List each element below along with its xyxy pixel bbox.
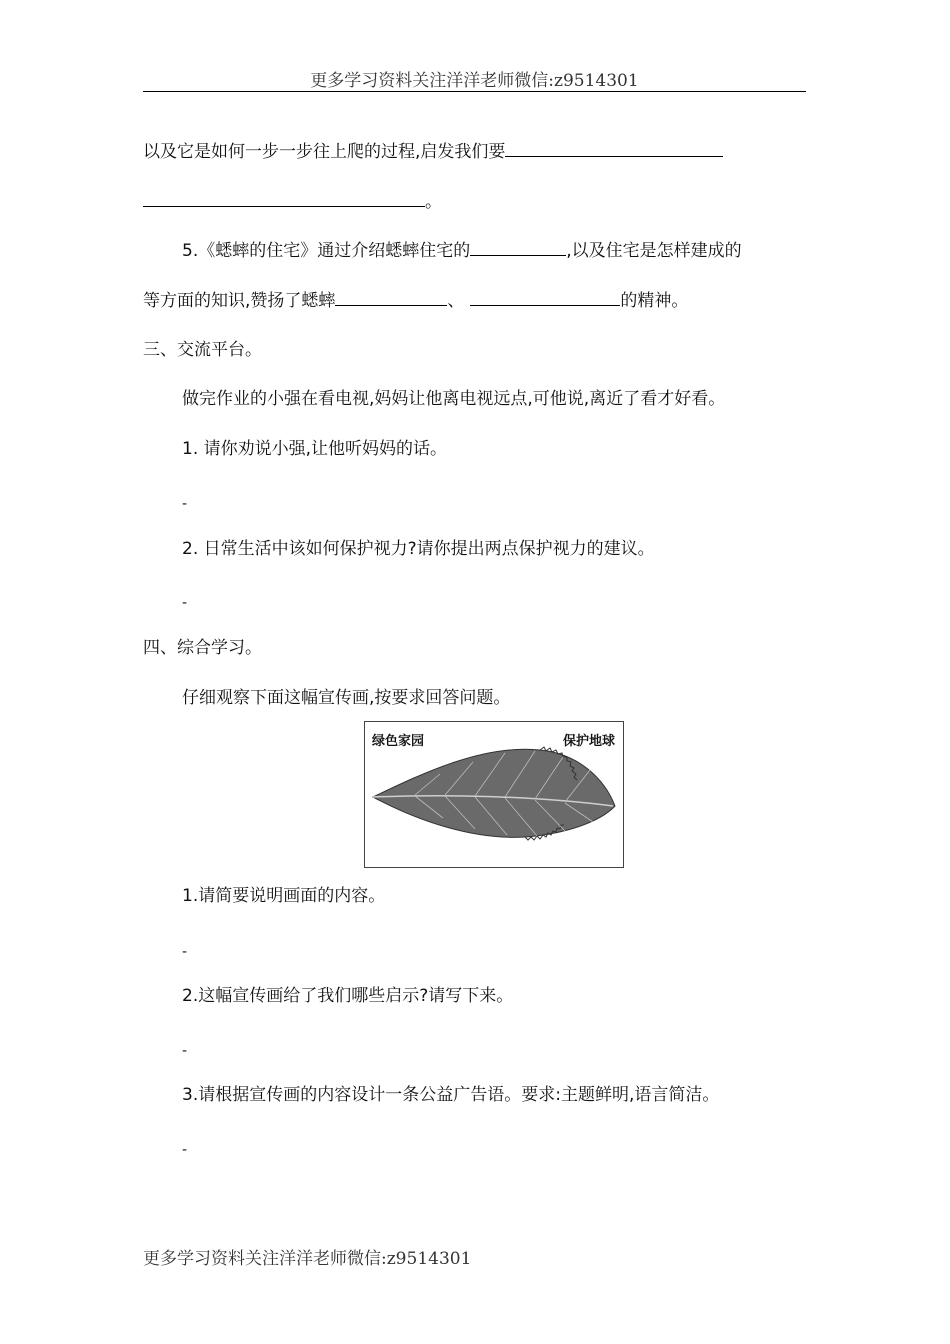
answer-line[interactable]: - — [182, 944, 188, 960]
text-line-1 — [143, 139, 723, 164]
question-5-text-b: ,以及住宅是怎样建成的 — [566, 241, 742, 261]
poster-image — [364, 721, 624, 868]
question-5-text-a: 5.《蟋蟀的住宅》通过介绍蟋蟀住宅的 — [182, 241, 471, 261]
section-3-question-1: 1. 请你劝说小强,让他听妈妈的话。 — [182, 439, 448, 459]
page-header: 更多学习资料关注洋洋老师微信:z9514301 — [310, 71, 639, 91]
section-3-title: 三、交流平台。 — [143, 340, 262, 360]
header-divider — [143, 91, 806, 92]
question-5-sep: 、 — [447, 291, 465, 311]
text-line-2 — [143, 189, 442, 214]
section-3-intro: 做完作业的小强在看电视,妈妈让他离电视远点,可他说,离近了看才好看。 — [182, 389, 726, 409]
poster-right-text: 保护地球 — [562, 734, 615, 749]
answer-line[interactable]: - — [182, 1142, 188, 1158]
answer-blank[interactable] — [335, 288, 447, 306]
answer-line[interactable]: - — [182, 1043, 188, 1059]
answer-line[interactable]: - — [182, 595, 188, 611]
answer-line[interactable]: - — [182, 496, 188, 512]
answer-blank[interactable] — [470, 288, 620, 306]
question-5-line-1 — [182, 238, 742, 263]
question-5-text-c: 等方面的知识,赞扬了蟋蟀 — [143, 291, 336, 311]
answer-blank[interactable] — [470, 238, 566, 256]
leaf-illustration — [365, 722, 623, 867]
section-4-title: 四、综合学习。 — [143, 638, 262, 658]
section-4-question-3: 3.请根据宣传画的内容设计一条公益广告语。要求:主题鲜明,语言简洁。 — [182, 1085, 720, 1105]
section-4-intro: 仔细观察下面这幅宣传画,按要求回答问题。 — [182, 688, 511, 708]
question-5-text-d: 的精神。 — [620, 291, 689, 311]
section-3-question-2: 2. 日常生活中该如何保护视力?请你提出两点保护视力的建议。 — [182, 539, 655, 559]
section-4-question-1: 1.请简要说明画面的内容。 — [182, 886, 386, 906]
answer-blank[interactable] — [143, 189, 425, 207]
question-5-line-2 — [143, 288, 688, 313]
poster-left-text: 绿色家园 — [372, 734, 425, 749]
line-1-text: 以及它是如何一步一步往上爬的过程,启发我们要 — [143, 142, 506, 162]
answer-blank[interactable] — [505, 139, 723, 157]
page-footer: 更多学习资料关注洋洋老师微信:z9514301 — [143, 1249, 472, 1269]
line-2-end: 。 — [425, 192, 442, 212]
section-4-question-2: 2.这幅宣传画给了我们哪些启示?请写下来。 — [182, 986, 514, 1006]
